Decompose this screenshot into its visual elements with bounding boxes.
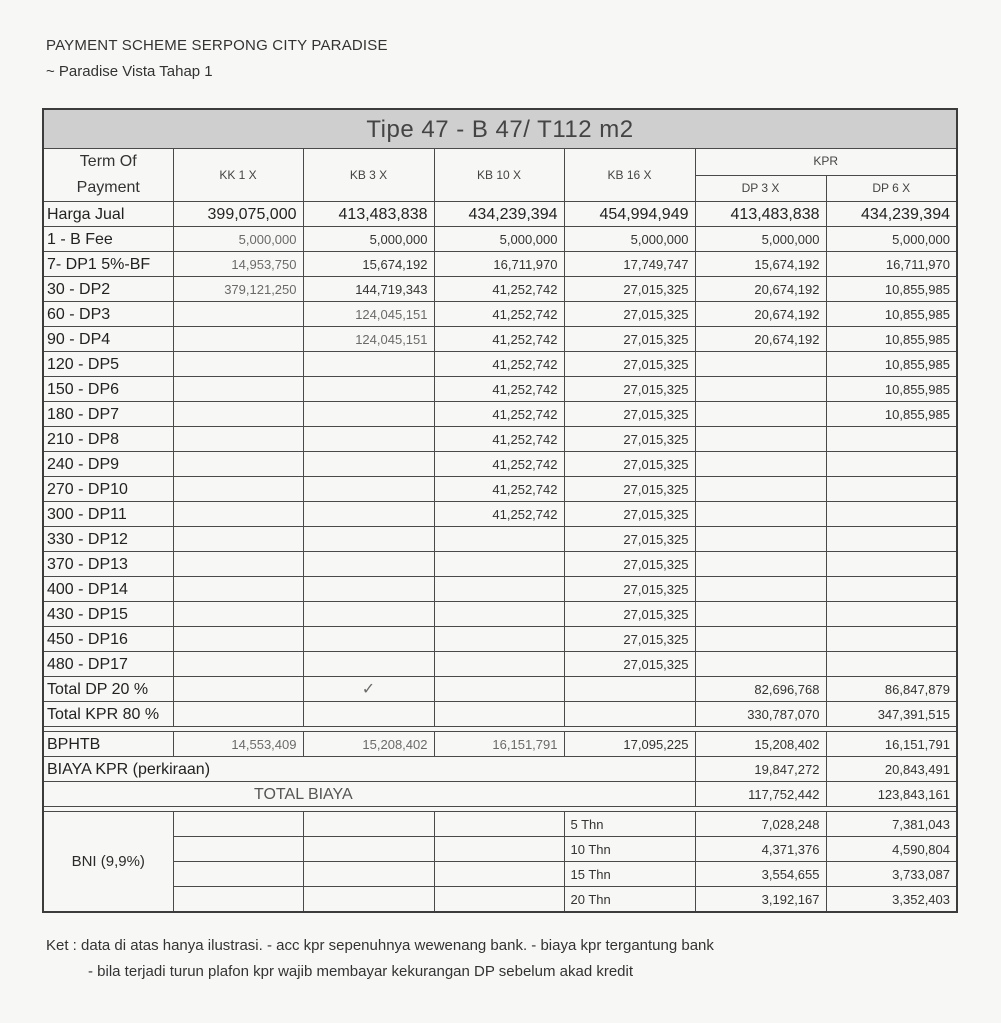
table-row [43, 652, 957, 677]
cell-value: 7,028,248 [695, 812, 826, 837]
cell-value [434, 652, 564, 677]
cell-value [826, 577, 957, 602]
cell-value: 17,749,747 [564, 252, 695, 277]
row-label: BIAYA KPR (perkiraan) [43, 757, 695, 782]
row-label: Harga Jual [43, 202, 173, 227]
cell-value [173, 527, 303, 552]
cell-value [826, 477, 957, 502]
cell-value: 82,696,768 [695, 677, 826, 702]
row-label: 180 - DP7 [43, 402, 173, 427]
table-row [43, 732, 957, 757]
cell-value: 16,711,970 [826, 252, 957, 277]
cell-value: 27,015,325 [564, 452, 695, 477]
cell-value: 41,252,742 [434, 302, 564, 327]
row-label: 210 - DP8 [43, 427, 173, 452]
cell-value [695, 602, 826, 627]
cell-value: 27,015,325 [564, 427, 695, 452]
cell-value: 7,381,043 [826, 812, 957, 837]
table-row [43, 402, 957, 427]
cell-value [173, 377, 303, 402]
cell-value: 27,015,325 [564, 502, 695, 527]
bni-installments [43, 812, 957, 913]
cell-value [695, 402, 826, 427]
row-label: 90 - DP4 [43, 327, 173, 352]
row-label: 300 - DP11 [43, 502, 173, 527]
table-row [43, 677, 957, 702]
cell-value: 3,192,167 [695, 887, 826, 913]
cell-value: 17,095,225 [564, 732, 695, 757]
cell-value: 454,994,949 [564, 202, 695, 227]
table-row [43, 202, 957, 227]
cell-value: 27,015,325 [564, 552, 695, 577]
cell-value: 15,208,402 [695, 732, 826, 757]
cell-value: 14,953,750 [173, 252, 303, 277]
cell-value: 41,252,742 [434, 377, 564, 402]
table-row [43, 862, 957, 887]
table-row [43, 452, 957, 477]
cell-value: 27,015,325 [564, 652, 695, 677]
cell-value: 41,252,742 [434, 452, 564, 477]
cell-value [303, 627, 434, 652]
cell-value [695, 627, 826, 652]
tenor-label: 5 Thn [564, 812, 695, 837]
cell-value [173, 627, 303, 652]
cell-value: 41,252,742 [434, 477, 564, 502]
table-row [43, 427, 957, 452]
cell-value [303, 577, 434, 602]
cell-value: 41,252,742 [434, 327, 564, 352]
cell-value [303, 452, 434, 477]
cell-value [303, 427, 434, 452]
cell-value: 123,843,161 [826, 782, 957, 807]
cell-value: 144,719,343 [303, 277, 434, 302]
cell-value: 10,855,985 [826, 402, 957, 427]
row-label: 330 - DP12 [43, 527, 173, 552]
table-row [43, 252, 957, 277]
cell-value [173, 502, 303, 527]
cell-value [303, 502, 434, 527]
cell-value [173, 327, 303, 352]
table-row [43, 277, 957, 302]
cell-value [695, 502, 826, 527]
cell-value: 347,391,515 [826, 702, 957, 727]
cell-value [173, 427, 303, 452]
cell-value: 20,674,192 [695, 327, 826, 352]
cell-value: 5,000,000 [826, 227, 957, 252]
cell-value: 10,855,985 [826, 352, 957, 377]
cell-value: 434,239,394 [434, 202, 564, 227]
cell-value: 41,252,742 [434, 352, 564, 377]
cell-value: 5,000,000 [434, 227, 564, 252]
cell-value [434, 602, 564, 627]
tenor-label: 15 Thn [564, 862, 695, 887]
cell-value: 3,733,087 [826, 862, 957, 887]
header-term-of-payment: Term Of Payment [43, 149, 173, 202]
table-row [43, 352, 957, 377]
table-row [43, 377, 957, 402]
table-row [43, 477, 957, 502]
table-row [43, 327, 957, 352]
cell-value [173, 577, 303, 602]
cell-value [173, 552, 303, 577]
cell-value [173, 602, 303, 627]
cell-value: 117,752,442 [695, 782, 826, 807]
cell-value: 15,674,192 [695, 252, 826, 277]
cell-value [173, 452, 303, 477]
header-kb3: KB 3 X [303, 149, 434, 202]
cell-value [434, 577, 564, 602]
cell-value: 10,855,985 [826, 277, 957, 302]
cell-value [434, 552, 564, 577]
cell-value: 27,015,325 [564, 377, 695, 402]
cell-value [826, 502, 957, 527]
document-title: PAYMENT SCHEME SERPONG CITY PARADISE [46, 37, 388, 54]
totals-section [43, 677, 957, 812]
cell-value [695, 577, 826, 602]
cell-value [695, 377, 826, 402]
cell-value [695, 452, 826, 477]
cell-value: 4,371,376 [695, 837, 826, 862]
cell-value: 27,015,325 [564, 277, 695, 302]
bni-label: BNI (9,9%) [43, 812, 173, 913]
cell-value [434, 627, 564, 652]
table-row [43, 602, 957, 627]
cell-value [826, 652, 957, 677]
table-row [43, 782, 957, 807]
row-label: 7- DP1 5%-BF [43, 252, 173, 277]
cell-value [434, 527, 564, 552]
header-kb16: KB 16 X [564, 149, 695, 202]
row-label: 120 - DP5 [43, 352, 173, 377]
cell-value: 5,000,000 [695, 227, 826, 252]
cell-value: 41,252,742 [434, 502, 564, 527]
table-row [43, 702, 957, 727]
cell-value: 27,015,325 [564, 477, 695, 502]
row-label: 60 - DP3 [43, 302, 173, 327]
cell-value: 20,674,192 [695, 302, 826, 327]
cell-value: 10,855,985 [826, 377, 957, 402]
payment-scheme-table [42, 108, 958, 913]
cell-value [695, 527, 826, 552]
table-row [43, 227, 957, 252]
cell-value [303, 552, 434, 577]
cell-value: 15,208,402 [303, 732, 434, 757]
cell-value [303, 477, 434, 502]
cell-value: 5,000,000 [173, 227, 303, 252]
cell-value [303, 602, 434, 627]
row-label: 370 - DP13 [43, 552, 173, 577]
row-label: 150 - DP6 [43, 377, 173, 402]
cell-value [826, 602, 957, 627]
cell-value [826, 552, 957, 577]
cell-value: 5,000,000 [564, 227, 695, 252]
tenor-label: 10 Thn [564, 837, 695, 862]
cell-value: 399,075,000 [173, 202, 303, 227]
cell-value: 413,483,838 [695, 202, 826, 227]
cell-value: 124,045,151 [303, 302, 434, 327]
note-line-2: - bila terjadi turun plafon kpr wajib membayar kekurangan DP sebelum akad kredit [88, 963, 634, 980]
cell-value [826, 427, 957, 452]
cell-value: 41,252,742 [434, 277, 564, 302]
cell-value [695, 552, 826, 577]
header-kk1: KK 1 X [173, 149, 303, 202]
header-kb10: KB 10 X [434, 149, 564, 202]
row-label: Total KPR 80 % [43, 702, 173, 727]
cell-value [303, 527, 434, 552]
cell-value: 41,252,742 [434, 427, 564, 452]
cell-value: 20,674,192 [695, 277, 826, 302]
cell-value [695, 652, 826, 677]
cell-value [303, 652, 434, 677]
tenor-label: 20 Thn [564, 887, 695, 913]
row-label: BPHTB [43, 732, 173, 757]
cell-value: 14,553,409 [173, 732, 303, 757]
cell-value: 5,000,000 [303, 227, 434, 252]
row-label: 400 - DP14 [43, 577, 173, 602]
cell-value: 16,151,791 [434, 732, 564, 757]
table-row [43, 577, 957, 602]
table-row [43, 887, 957, 913]
table-row [43, 627, 957, 652]
header-dp6: DP 6 X [826, 175, 957, 202]
cell-value [303, 377, 434, 402]
cell-value: 41,252,742 [434, 402, 564, 427]
row-label: 270 - DP10 [43, 477, 173, 502]
table-row [43, 302, 957, 327]
cell-value [173, 402, 303, 427]
row-label: Total DP 20 % [43, 677, 173, 702]
cell-value: 86,847,879 [826, 677, 957, 702]
row-label: 1 - B Fee [43, 227, 173, 252]
cell-value [173, 352, 303, 377]
table-row [43, 812, 957, 837]
table-row [43, 837, 957, 862]
cell-value: 10,855,985 [826, 327, 957, 352]
cell-value [303, 352, 434, 377]
cell-value [303, 402, 434, 427]
cell-value: 20,843,491 [826, 757, 957, 782]
cell-value: 434,239,394 [826, 202, 957, 227]
cell-value: 379,121,250 [173, 277, 303, 302]
cell-value [695, 352, 826, 377]
cell-value [695, 427, 826, 452]
document-subtitle: ~ Paradise Vista Tahap 1 [46, 63, 213, 80]
cell-value: 4,590,804 [826, 837, 957, 862]
cell-value: 16,711,970 [434, 252, 564, 277]
table-row [43, 502, 957, 527]
row-label: 240 - DP9 [43, 452, 173, 477]
cell-value [173, 652, 303, 677]
cell-value: 27,015,325 [564, 602, 695, 627]
cell-value: 27,015,325 [564, 352, 695, 377]
cell-value: 413,483,838 [303, 202, 434, 227]
cell-value: 27,015,325 [564, 302, 695, 327]
cell-value: 15,674,192 [303, 252, 434, 277]
note-line-1: Ket : data di atas hanya ilustrasi. - acc kpr sepenuhnya wewenang bank. - biaya kpr tergantung bank [46, 937, 714, 954]
row-label: 480 - DP17 [43, 652, 173, 677]
cell-value: 124,045,151 [303, 327, 434, 352]
table-row [43, 527, 957, 552]
row-label: 450 - DP16 [43, 627, 173, 652]
table-row [43, 552, 957, 577]
table-title: Tipe 47 - B 47/ T112 m2 [43, 109, 957, 149]
cell-value [173, 477, 303, 502]
cell-value [826, 627, 957, 652]
cell-value: 3,554,655 [695, 862, 826, 887]
header-dp3: DP 3 X [695, 175, 826, 202]
cell-value [826, 527, 957, 552]
cell-value: 27,015,325 [564, 527, 695, 552]
row-label: 30 - DP2 [43, 277, 173, 302]
cell-value: 27,015,325 [564, 627, 695, 652]
cell-value [173, 302, 303, 327]
row-label: 430 - DP15 [43, 602, 173, 627]
cell-value: 330,787,070 [695, 702, 826, 727]
table-row [43, 757, 957, 782]
cell-value [826, 452, 957, 477]
cell-value: 3,352,403 [826, 887, 957, 913]
cell-value [695, 477, 826, 502]
row-label: TOTAL BIAYA [43, 782, 695, 807]
header-kpr: KPR [695, 149, 957, 176]
cell-value: 16,151,791 [826, 732, 957, 757]
cell-value: 27,015,325 [564, 402, 695, 427]
cell-value: 27,015,325 [564, 327, 695, 352]
payment-rows [43, 202, 957, 677]
cell-value: 19,847,272 [695, 757, 826, 782]
cell-value: 27,015,325 [564, 577, 695, 602]
check-mark: ✓ [303, 677, 434, 702]
cell-value: 10,855,985 [826, 302, 957, 327]
